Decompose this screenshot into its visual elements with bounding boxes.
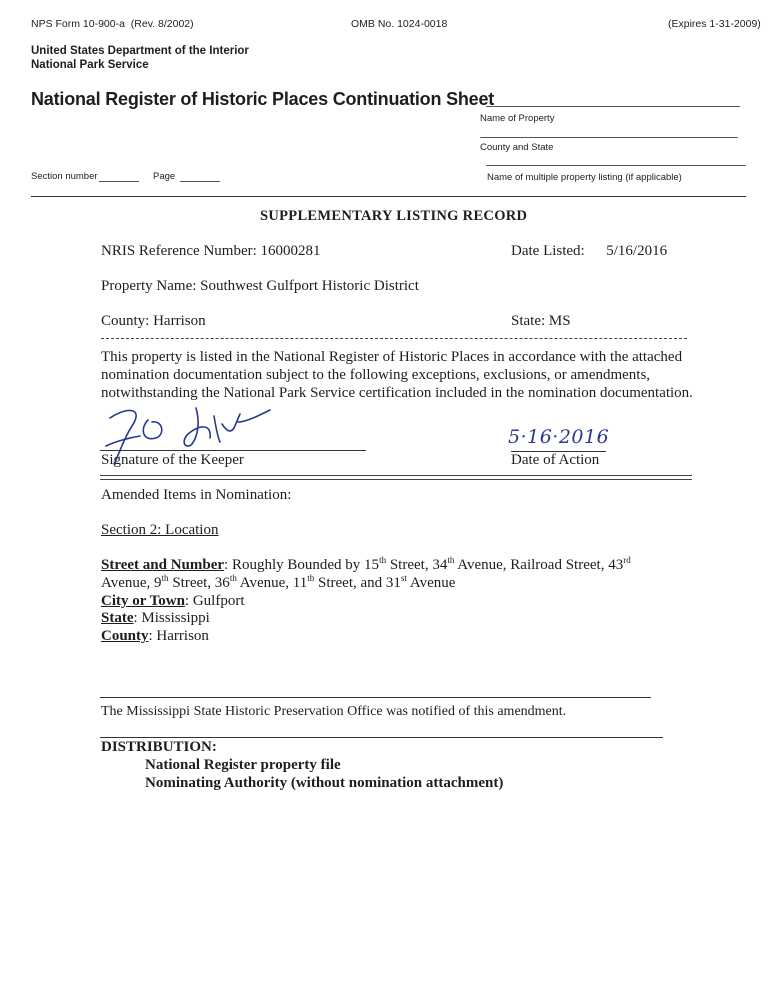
date-listed-value: 5/16/2016 — [606, 243, 668, 259]
statement-line-2: nomination documentation subject to the following exceptions, exclusions, or amendments, — [101, 367, 651, 383]
signature-label: Signature of the Keeper — [101, 452, 244, 468]
notice-top-rule — [100, 697, 651, 698]
property-name — [101, 278, 419, 295]
multiple-listing-line — [486, 165, 746, 166]
date-of-action-label: Date of Action — [511, 452, 600, 468]
amended-state — [101, 610, 210, 627]
state — [511, 313, 571, 330]
amended-county — [101, 628, 209, 645]
street-text: Avenue, Railroad Street, 43 — [454, 557, 624, 573]
ordinal: rd — [623, 555, 631, 565]
state-label: State: — [511, 313, 546, 329]
county-state-label: County and State — [480, 142, 554, 153]
date-listed — [511, 243, 667, 260]
nris-reference — [101, 243, 321, 260]
page-title: National Register of Historic Places Continuation Sheet — [31, 89, 495, 109]
record-heading: SUPPLEMENTARY LISTING RECORD — [260, 208, 528, 224]
state-value: MS — [548, 313, 571, 329]
street-text: Street, and 31 — [314, 575, 401, 591]
ordinal: th — [447, 555, 455, 565]
city-value: : Gulfport — [184, 593, 245, 609]
amended-heading: Amended Items in Nomination: — [101, 487, 292, 503]
notice-bottom-rule — [100, 737, 663, 738]
street-and-number-cont — [101, 575, 455, 592]
expiration-date: (Expires 1-31-2009) — [668, 18, 761, 30]
handwritten-date: 5·16·2016 — [508, 426, 610, 448]
distribution-heading: DISTRIBUTION: — [101, 739, 217, 755]
street-label: Street and Number — [101, 557, 225, 573]
property-value: Southwest Gulfport Historic District — [200, 278, 419, 294]
nris-value: 16000281 — [260, 243, 321, 259]
street-text: Avenue — [406, 575, 456, 591]
county-value: Harrison — [153, 313, 206, 329]
listing-statement — [101, 348, 701, 402]
amended-county-value: : Harrison — [148, 628, 209, 644]
ordinal: th — [307, 573, 315, 583]
amended-county-label: County — [101, 628, 149, 644]
city-label: City or Town — [101, 593, 185, 609]
street-and-number — [101, 557, 631, 574]
county — [101, 313, 206, 330]
page-line — [180, 181, 220, 182]
header-divider — [31, 196, 746, 197]
page-label: Page — [153, 171, 176, 182]
amended-state-value: : Mississippi — [133, 610, 210, 626]
street-text: Avenue, 11 — [236, 575, 308, 591]
city-or-town — [101, 593, 245, 610]
ordinal: th — [161, 573, 169, 583]
distribution-item: National Register property file — [145, 757, 341, 773]
amended-section: Section 2: Location — [101, 522, 219, 538]
ordinal: th — [229, 573, 237, 583]
double-rule — [100, 475, 692, 480]
street-text: : Roughly Bounded by 15 — [224, 557, 380, 573]
county-state-line — [480, 137, 738, 138]
agency-department: United States Department of the Interior — [31, 45, 249, 57]
name-of-property-label: Name of Property — [480, 113, 555, 124]
form-revision: (Rev. 8/2002) — [130, 18, 194, 30]
multiple-listing-label: Name of multiple property listing (if applicable) — [487, 172, 682, 183]
statement-line-1: This property is listed in the National Register of Historic Places in accordance with the attached — [101, 349, 683, 365]
county-label: County: — [101, 313, 150, 329]
statement-line-3: notwithstanding the National Park Service certification included in the nomination documentation. — [101, 385, 693, 401]
ordinal: th — [379, 555, 387, 565]
section-number-label: Section number — [31, 171, 98, 182]
form-number — [31, 18, 194, 30]
form-number-text: NPS Form 10-900-a — [31, 18, 125, 30]
property-label: Property Name: — [101, 278, 197, 294]
distribution-item: Nominating Authority (without nomination attachment) — [145, 775, 504, 791]
omb-number: OMB No. 1024-0018 — [351, 18, 448, 30]
signature-line — [100, 450, 366, 451]
section-number-line — [99, 181, 139, 182]
dashed-separator — [101, 338, 687, 339]
agency-service: National Park Service — [31, 59, 149, 71]
name-of-property-line — [486, 106, 740, 107]
amended-state-label: State — [101, 610, 134, 626]
street-text: Avenue, 9 — [101, 575, 162, 591]
street-text: Street, 34 — [386, 557, 448, 573]
ordinal: st — [400, 573, 407, 583]
nris-label: NRIS Reference Number: — [101, 243, 257, 259]
street-text: Street, 36 — [168, 575, 230, 591]
shpo-notice: The Mississippi State Historic Preservation Office was notified of this amendment. — [101, 704, 567, 719]
date-listed-label: Date Listed: — [511, 243, 585, 259]
